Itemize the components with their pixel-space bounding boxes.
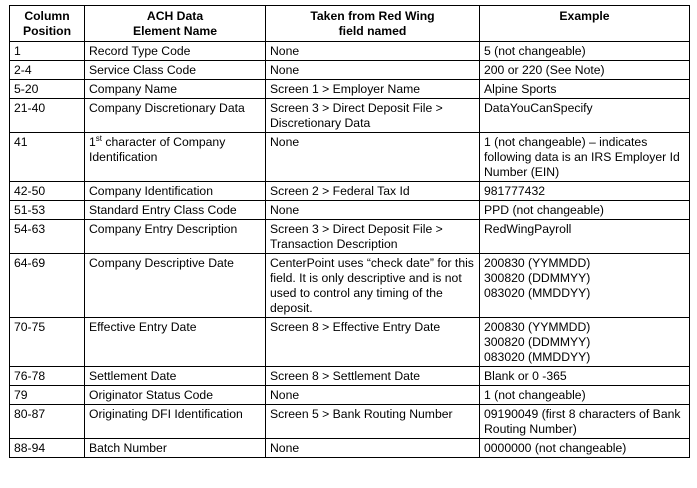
cell-source-field: Screen 8 > Settlement Date [266, 367, 480, 386]
table-row [10, 439, 690, 458]
table-row [10, 61, 690, 80]
cell-example: 981777432 [480, 182, 690, 201]
cell-element-name: Company Name [85, 80, 266, 99]
table-row [10, 42, 690, 61]
cell-example: 09190049 (first 8 characters of Bank Routing Number) [480, 405, 690, 439]
ach-batch-header-table [9, 5, 690, 458]
cell-example: DataYouCanSpecify [480, 99, 690, 133]
cell-example: 1 (not changeable) [480, 386, 690, 405]
cell-position: 79 [10, 386, 85, 405]
cell-example: 1 (not changeable) – indicates following data is an IRS Employer Id Number (EIN) [480, 133, 690, 182]
table-row [10, 220, 690, 254]
cell-source-field: Screen 5 > Bank Routing Number [266, 405, 480, 439]
cell-position: 42-50 [10, 182, 85, 201]
cell-element-name: 1st character of Company Identification [85, 133, 266, 182]
table-row [10, 318, 690, 367]
cell-example: RedWingPayroll [480, 220, 690, 254]
cell-source-field: None [266, 133, 480, 182]
table-row [10, 201, 690, 220]
cell-example: 200 or 220 (See Note) [480, 61, 690, 80]
cell-source-field: None [266, 439, 480, 458]
cell-position: 21-40 [10, 99, 85, 133]
cell-position: 54-63 [10, 220, 85, 254]
cell-element-name: Record Type Code [85, 42, 266, 61]
table-row [10, 386, 690, 405]
cell-position: 41 [10, 133, 85, 182]
cell-element-name: Originating DFI Identification [85, 405, 266, 439]
cell-example: 5 (not changeable) [480, 42, 690, 61]
cell-position: 64-69 [10, 254, 85, 318]
cell-element-name: Originator Status Code [85, 386, 266, 405]
cell-example: PPD (not changeable) [480, 201, 690, 220]
cell-element-name: Batch Number [85, 439, 266, 458]
cell-position: 70-75 [10, 318, 85, 367]
table-row [10, 80, 690, 99]
cell-source-field: Screen 2 > Federal Tax Id [266, 182, 480, 201]
cell-element-name: Standard Entry Class Code [85, 201, 266, 220]
table-row [10, 367, 690, 386]
cell-example: 200830 (YYMMDD) 300820 (DDMMYY) 083020 (MMDDYY) [480, 318, 690, 367]
table-header-row [10, 6, 690, 42]
cell-source-field: Screen 3 > Direct Deposit File > Discretionary Data [266, 99, 480, 133]
cell-position: 51-53 [10, 201, 85, 220]
header-ach-element-name: ACH Data Element Name [85, 6, 266, 42]
ach-batch-header-table-wrapper [9, 5, 690, 458]
cell-element-name: Company Entry Description [85, 220, 266, 254]
cell-element-name: Service Class Code [85, 61, 266, 80]
cell-position: 80-87 [10, 405, 85, 439]
cell-example: 0000000 (not changeable) [480, 439, 690, 458]
cell-source-field: None [266, 42, 480, 61]
cell-position: 2-4 [10, 61, 85, 80]
header-column-position: Column Position [10, 6, 85, 42]
cell-source-field: Screen 8 > Effective Entry Date [266, 318, 480, 367]
table-row [10, 99, 690, 133]
cell-position: 1 [10, 42, 85, 61]
cell-position: 5-20 [10, 80, 85, 99]
header-example: Example [480, 6, 690, 42]
cell-source-field: None [266, 201, 480, 220]
cell-example: 200830 (YYMMDD) 300820 (DDMMYY) 083020 (MMDDYY) [480, 254, 690, 318]
table-row [10, 133, 690, 182]
cell-element-name: Settlement Date [85, 367, 266, 386]
table-row [10, 254, 690, 318]
table-row [10, 405, 690, 439]
cell-element-name: Company Descriptive Date [85, 254, 266, 318]
cell-source-field: Screen 3 > Direct Deposit File > Transaction Description [266, 220, 480, 254]
table-row [10, 182, 690, 201]
cell-source-field: Screen 1 > Employer Name [266, 80, 480, 99]
cell-element-name: Company Identification [85, 182, 266, 201]
cell-element-name: Effective Entry Date [85, 318, 266, 367]
cell-example: Alpine Sports [480, 80, 690, 99]
cell-position: 88-94 [10, 439, 85, 458]
cell-example: Blank or 0 -365 [480, 367, 690, 386]
cell-source-field: CenterPoint uses “check date” for this field. It is only descriptive and is not used to control any timing of the deposit. [266, 254, 480, 318]
header-red-wing-field: Taken from Red Wing field named [266, 6, 480, 42]
cell-source-field: None [266, 61, 480, 80]
cell-position: 76-78 [10, 367, 85, 386]
cell-element-name: Company Discretionary Data [85, 99, 266, 133]
cell-source-field: None [266, 386, 480, 405]
